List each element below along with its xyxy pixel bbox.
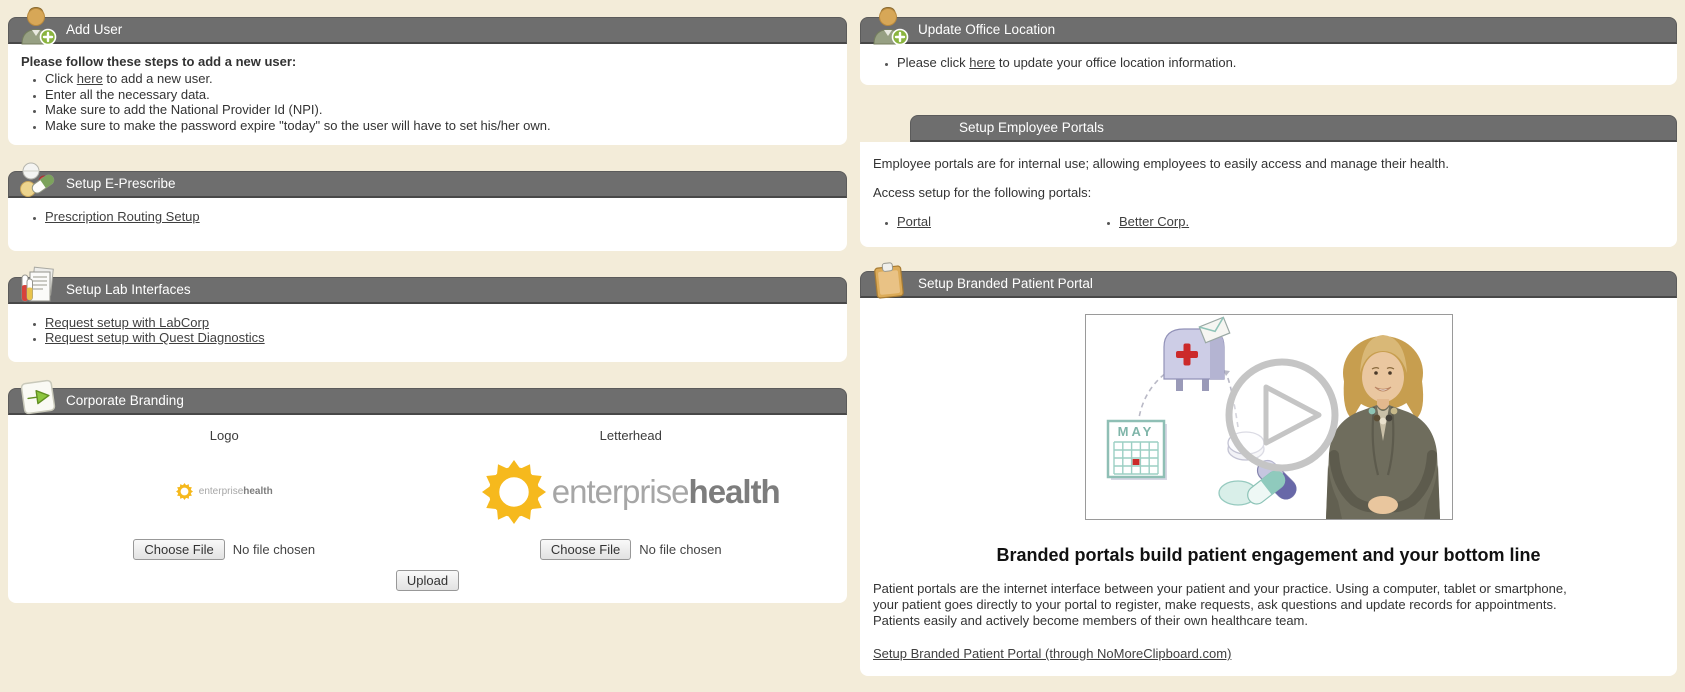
list-item [897,214,1095,230]
lab-documents-icon [19,266,57,306]
add-user-step-2: • Enter all the necessary data. [45,87,834,103]
add-user-step-3: • Make sure to add the National Provider Id (NPI). [45,102,834,118]
letterhead-column [428,428,835,560]
current-letterhead-image [428,449,835,535]
panel-title: Setup Employee Portals [959,119,1104,135]
panel-add-user-body [8,44,847,145]
add-user-intro: Please follow these steps to add a new user: [21,54,297,69]
list-item [1119,214,1189,230]
list-item [45,330,834,346]
panel-employee-portals [860,115,1677,248]
patient-portal-video-thumbnail[interactable] [1085,314,1453,520]
add-user-step-4: • Make sure to make the password expire "today" so the user will have to set his/her own. [45,118,834,134]
panel-branded-portal-header [860,271,1677,298]
employee-portals-subtext: Access setup for the following portals: [873,184,1092,200]
panel-employee-portals-header [910,115,1677,142]
panel-title: Add User [66,22,123,37]
brand-wordmark: enterprisehealth [551,472,780,510]
sunburst-logo-icon [176,483,193,500]
panel-branded-patient-portal [860,271,1677,676]
add-user-icon [19,6,57,46]
right-column [860,8,1677,676]
patient-portal-headline: Branded portals build patient engagement and your bottom line [996,545,1541,565]
panel-title: Setup Branded Patient Portal [918,276,1093,291]
office-here-link[interactable]: here [969,55,996,70]
panel-title: Setup Lab Interfaces [66,281,191,297]
play-button[interactable] [1229,362,1335,468]
step-text: to update your office location information. [995,55,1237,70]
video-scene [1086,315,1452,519]
logo-file-status: No file chosen [232,541,316,557]
list-item [45,209,834,225]
panel-title: Update Office Location [918,22,1056,37]
sunburst-logo-icon [482,460,546,524]
step-text: to add a new user. [102,71,213,86]
add-user-step-1 [45,71,834,87]
patient-portal-paragraph [873,581,1664,629]
current-logo-image [21,449,428,535]
logo-choose-file-button[interactable]: Choose File [133,539,224,560]
left-column [8,8,847,629]
panel-corporate-branding-header [8,388,847,415]
clipboard-icon [871,260,909,300]
better-corp-link[interactable]: Better Corp. [1119,213,1190,229]
prescription-routing-setup-link[interactable]: Prescription Routing Setup [45,209,200,224]
panel-add-user [8,17,847,145]
pills-icon [19,160,57,200]
brand-wordmark: enterprisehealth [198,486,273,497]
panel-title: Setup E-Prescribe [66,176,176,191]
logo-label: Logo [209,427,239,443]
list-item [45,315,834,331]
panel-corporate-branding [8,388,847,603]
letterhead-file-status: No file chosen [639,541,722,557]
panel-lab-interfaces-header [8,277,847,304]
step-text: Click [45,71,77,86]
logo-column [21,428,428,560]
panel-title: Corporate Branding [66,392,184,408]
office-location-step [897,55,1664,71]
panel-update-office-location [860,17,1677,85]
panel-eprescribe-header [8,171,847,198]
green-arrow-icon [19,377,57,417]
calendar-month-label: MAY [1117,424,1154,439]
portal-link[interactable]: Portal [897,213,931,229]
paragraph-line: your patient goes directly to your portal to register, make requests, ask questions and update records for appointments. [873,597,1557,612]
quest-setup-link[interactable]: Request setup with Quest Diagnostics [45,330,265,345]
labcorp-setup-link[interactable]: Request setup with LabCorp [45,314,210,330]
add-user-here-link[interactable]: here [76,71,103,86]
panel-lab-interfaces [8,277,847,362]
letterhead-choose-file-button[interactable]: Choose File [540,539,631,560]
panel-eprescribe [8,171,847,251]
calendar-illustration [1108,421,1167,480]
panel-update-office-header [860,17,1677,44]
paragraph-line: Patient portals are the internet interface between your patient and your practice. Using a computer, tablet or smartphone, [873,581,1567,596]
setup-branded-portal-link[interactable]: Setup Branded Patient Portal (through NoMoreClipboard.com) [873,646,1232,661]
panel-add-user-header [8,17,847,44]
paragraph-line: Patients easily and actively become members of their own healthcare team. [873,613,1308,628]
letterhead-label: Letterhead [599,427,662,443]
employee-portals-description: Employee portals are for internal use; allowing employees to easily access and manage their health. [873,155,1449,171]
update-user-icon [871,6,909,46]
step-text: Please click [897,55,970,70]
upload-button[interactable]: Upload [396,570,459,591]
